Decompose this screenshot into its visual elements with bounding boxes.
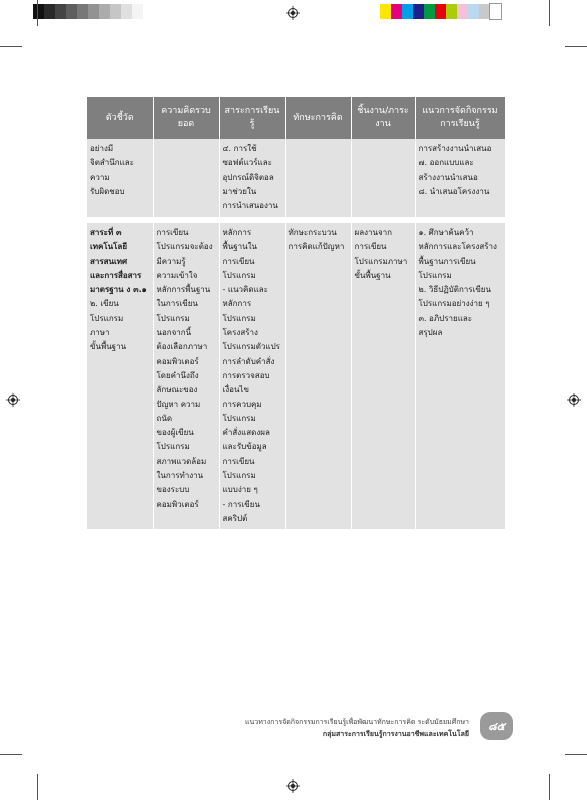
color-swatch xyxy=(44,4,55,19)
color-swatch xyxy=(413,4,424,19)
crop-mark xyxy=(565,46,587,47)
page-footer xyxy=(245,716,469,740)
cell-learning-content: หลักการ พื้นฐานใน การเขียน โปรแกรม - แนวคิดและ หลักการโปรแกรม โครงสร้าง โปรแกรมตัวแปร การลำดับคำสั่ง การตรวจสอบ เงื่อนไข การควบคุม โปรแกรม คำสั่งแสดงผล และรับข้อมูล การเขียนโปรแกรม แบบง่าย ๆ - การเขียน สคริปต์ xyxy=(219,223,285,529)
footer-book-title: แนวทางการจัดกิจกรรมการเรียนรู้เพื่อพัฒนาทักษะการคิด ระดับมัธยมศึกษา xyxy=(244,718,469,726)
header-activity-guide: แนวการจัดกิจกรรมการเรียนรู้ xyxy=(415,97,505,139)
table-row xyxy=(87,139,505,217)
crop-mark xyxy=(0,46,22,47)
cell-thinking-skill: ทักษะกระบวน การคิดแก้ปัญหา xyxy=(285,223,351,529)
color-swatch xyxy=(446,4,457,19)
header-learning-content: สาระการเรียนรู้ xyxy=(219,97,285,139)
gray-registration-bar xyxy=(33,4,143,19)
color-registration-bar xyxy=(380,4,501,19)
color-swatch xyxy=(99,4,110,19)
crop-mark xyxy=(37,774,38,800)
cell-learning-content: ๔. การใช้ ซอฟต์แวร์และ อุปกรณ์ดิจิตอล มาช่วยใน การนำเสนองาน xyxy=(219,139,285,217)
registration-target-icon xyxy=(6,393,20,407)
strand-standard-label: สาระที่ ๓ เทคโนโลยี สารสนเทศ และการสื่อสาร มาตรฐาน ง ๓.๑ xyxy=(90,228,147,295)
color-swatch xyxy=(66,4,77,19)
table-row xyxy=(87,223,505,529)
footer-subject-group: กลุ่มสาระการเรียนรู้การงานอาชีพและเทคโนโลยี xyxy=(322,730,469,738)
color-swatch xyxy=(391,4,402,19)
color-swatch xyxy=(479,4,490,19)
cell-thinking-skill xyxy=(285,139,351,217)
color-swatch xyxy=(110,4,121,19)
cell-activity-guide: ๑. ศึกษาค้นคว้า หลักการและโครงสร้าง พื้นฐานการเขียน โปรแกรม ๒. วิธีปฏิบัติการเขียน โปรแกรมอย่างง่าย ๆ ๓. อภิปรายและ สรุปผล xyxy=(415,223,505,529)
crop-mark xyxy=(37,0,38,26)
color-swatch xyxy=(468,4,479,19)
crop-mark xyxy=(0,754,22,755)
registration-target-icon xyxy=(286,6,300,20)
table-header-row xyxy=(87,97,505,139)
cell-work-task: ผลงานจาก การเขียน โปรแกรมภาษา ขั้นพื้นฐาน xyxy=(351,223,415,529)
cell-work-task xyxy=(351,139,415,217)
cell-indicator: อย่างมี จิตสำนึกและ ความ รับผิดชอบ xyxy=(87,139,153,217)
header-concept: ความคิดรวบยอด xyxy=(153,97,219,139)
color-swatch xyxy=(424,4,435,19)
registration-target-icon xyxy=(567,393,581,407)
cell-indicator xyxy=(87,223,153,529)
registration-target-icon xyxy=(286,779,300,793)
header-indicator: ตัวชี้วัด xyxy=(87,97,153,139)
crop-mark xyxy=(549,0,550,26)
crop-mark xyxy=(549,774,550,800)
header-thinking-skill: ทักษะการคิด xyxy=(285,97,351,139)
indicator-text: ๒. เขียนโปรแกรม ภาษา ขั้นพื้นฐาน xyxy=(90,299,127,352)
color-swatch xyxy=(402,4,413,19)
color-swatch xyxy=(55,4,66,19)
color-swatch xyxy=(132,4,143,19)
cell-concept xyxy=(153,139,219,217)
cell-activity-guide: การสร้างงานนำเสนอ ๗. ออกแบบและ สร้างงานนำเสนอ ๘. นำเสนอโครงงาน xyxy=(415,139,505,217)
color-swatch xyxy=(121,4,132,19)
color-swatch xyxy=(435,4,446,19)
color-swatch xyxy=(88,4,99,19)
curriculum-table xyxy=(87,97,506,529)
header-work-task: ชิ้นงาน/ภาระงาน xyxy=(351,97,415,139)
cell-concept: การเขียน โปรแกรมจะต้อง มีความรู้ ความเข้าใจ หลักการพื้นฐาน ในการเขียน โปรแกรม นอกจากนี้ ต้องเลือกภาษา คอมพิวเตอร์ โดยคำนึงถึง ลักษณะของ ปัญหา ความถนัด ของผู้เขียน โปรแกรม สภาพแวดล้อม ในการทำงาน ของระบบ คอมพิวเตอร์ xyxy=(153,223,219,529)
crop-mark xyxy=(565,754,587,755)
color-swatch xyxy=(490,4,501,19)
color-swatch xyxy=(77,4,88,19)
color-swatch xyxy=(457,4,468,19)
page-number-badge: ๘๕ xyxy=(480,712,513,740)
color-swatch xyxy=(33,4,44,19)
color-swatch xyxy=(380,4,391,19)
